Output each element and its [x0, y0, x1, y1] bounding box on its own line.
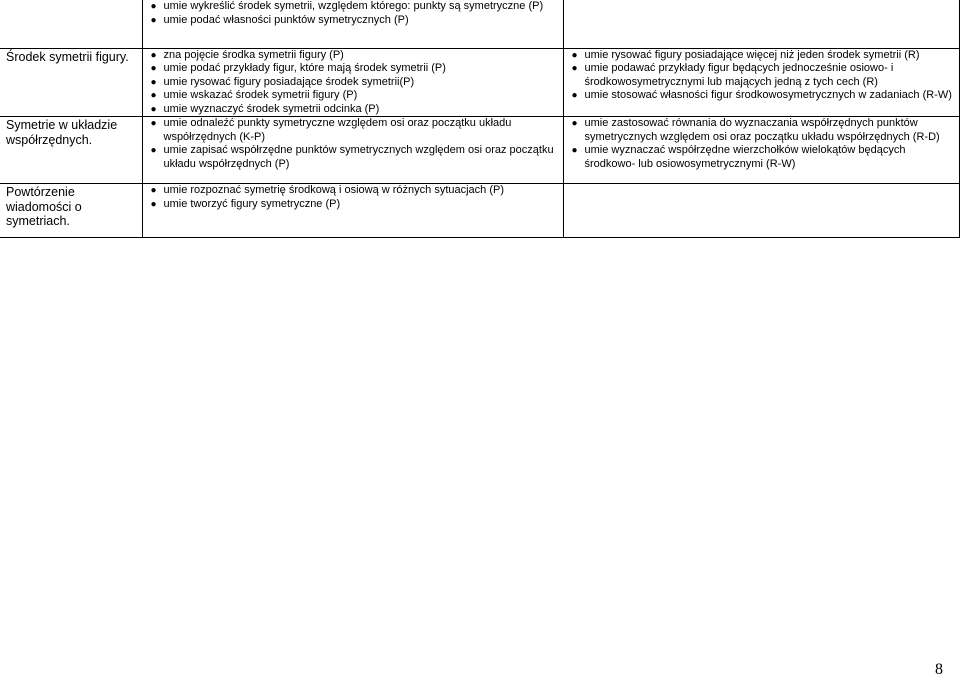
extended-cell: [563, 48, 959, 117]
topic-cell: [0, 184, 142, 238]
list-item: ● umie rysować figury posiadające środek symetrii(P): [150, 75, 415, 88]
bullet-icon: ●: [571, 90, 578, 101]
list-item: ● umie rysować figury posiadające więcej niż jeden środek symetrii (R): [571, 48, 920, 61]
bullet-icon: ●: [571, 118, 578, 129]
bullet-icon: ●: [571, 63, 578, 74]
bullet-icon: ●: [150, 103, 157, 115]
list-item: ● umie odnaleźć punkty symetryczne względem osi oraz początku układu współrzędnych (K-P): [150, 117, 512, 143]
basic-cell: [142, 48, 563, 117]
extended-cell: [563, 184, 959, 238]
list-item: ● umie zapisać współrzędne punktów symetrycznych względem osi oraz początku układu współrzędnych (P): [150, 144, 554, 170]
bullet-icon: ●: [150, 76, 157, 88]
bullet-icon: ●: [571, 145, 578, 156]
list-item: ● umie podać własności punktów symetrycznych (P): [150, 13, 409, 26]
list-item: ● umie wyznaczać współrzędne wierzchołków wielokątów będących środkowo- lub osiowosymetrycznymi (R-W): [571, 144, 906, 170]
list-item: ● umie rozpoznać symetrię środkową i osiową w różnych sytuacjach (P): [150, 184, 505, 196]
topic-title: Symetrie w układzie współrzędnych.: [6, 118, 118, 147]
list-item: ● umie stosować własności figur środkowosymetrycznych w zadaniach (R-W): [571, 89, 952, 101]
basic-cell: [142, 184, 563, 238]
basic-skill-list: [143, 49, 563, 117]
list-item: ● umie wskazać środek symetrii figury (P): [150, 89, 358, 101]
list-item: ● umie wyznaczyć środek symetrii odcinka (P): [150, 102, 380, 115]
table-row: [0, 184, 959, 238]
basic-skill-list: [143, 0, 563, 27]
basic-cell: [142, 117, 563, 184]
list-item: ● umie podawać przykłady figur będących jednocześnie osiowo- i środkowosymetrycznymi lub mających jedną z tych cech (R): [571, 62, 894, 88]
bullet-icon: ●: [150, 63, 157, 74]
extended-cell: [563, 117, 959, 184]
basic-skill-list: [143, 184, 563, 211]
topic-title: Środek symetrii figury.: [6, 49, 129, 64]
topic-title: Powtórzenie wiadomości o symetriach.: [6, 185, 82, 228]
bullet-icon: ●: [150, 118, 157, 129]
topic-cell: [0, 0, 142, 48]
bullet-icon: ●: [150, 14, 157, 26]
bullet-icon: ●: [150, 198, 157, 210]
list-item: ● zna pojęcie środka symetrii figury (P): [150, 48, 344, 61]
basic-skill-list: [143, 117, 563, 171]
list-item: ● umie wykreślić środek symetrii, względem którego: punkty są symetryczne (P): [150, 0, 544, 12]
page-number: 8: [935, 661, 943, 678]
topic-cell: [0, 117, 142, 184]
bullet-icon: ●: [150, 49, 157, 61]
list-item: ● umie tworzyć figury symetryczne (P): [150, 197, 341, 210]
extended-cell: [563, 0, 959, 48]
extended-skill-list: [564, 49, 959, 103]
requirements-table: [0, 0, 960, 238]
extended-skill-list: [564, 117, 959, 171]
topic-cell: [0, 48, 142, 117]
bullet-icon: ●: [571, 49, 578, 61]
list-item: ● umie podać przykłady figur, które mają środek symetrii (P): [150, 62, 446, 74]
list-item: ● umie zastosować równania do wyznaczania współrzędnych punktów symetrycznych względem osi oraz początku układu współrzędnych (R-D): [571, 117, 940, 143]
bullet-icon: ●: [150, 1, 157, 12]
table-row: [0, 48, 959, 117]
bullet-icon: ●: [150, 90, 157, 101]
bullet-icon: ●: [150, 185, 157, 196]
table-row: [0, 117, 959, 184]
basic-cell: [142, 0, 563, 48]
bullet-icon: ●: [150, 145, 157, 156]
table-row: [0, 0, 959, 48]
